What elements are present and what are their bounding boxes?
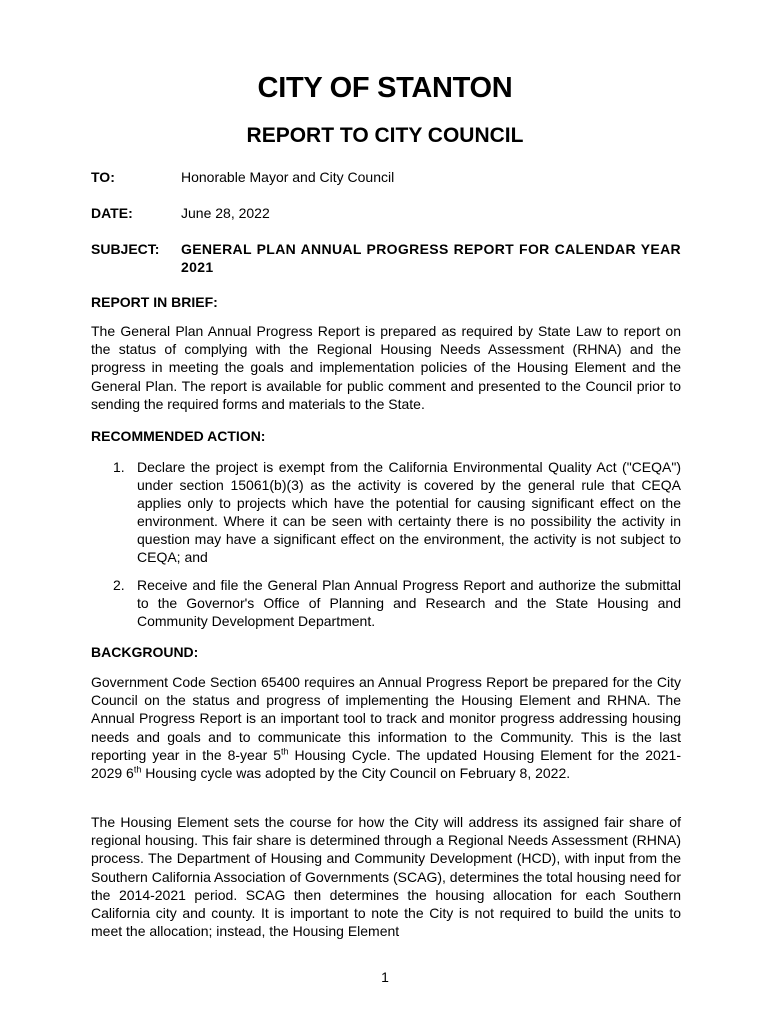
ordinal-suffix: th [281, 746, 289, 757]
subject-label: SUBJECT: [91, 241, 160, 257]
city-title: CITY OF STANTON [257, 72, 513, 104]
subject-value: GENERAL PLAN ANNUAL PROGRESS REPORT FOR CALENDAR YEAR 2021 [181, 241, 681, 275]
to-value: Honorable Mayor and City Council [181, 169, 395, 185]
action-item-text: Declare the project is exempt from the California Environmental Quality Act ("CEQA") under section 15061(b)(3) as the activity is covered by the general rule that CEQA applies only to projects which have the potential for causing significant effect on the environment. Where it can be seen with certainty there is no possibility the activity in question may have a significant effect on the environment, the activity is not subject to CEQA; and [137, 459, 681, 565]
background-p1-text-b: Housing Cycle. The updated Housing Element for the 2021-2029 6 [91, 746, 682, 782]
page-number: 1 [381, 969, 389, 985]
background-heading: BACKGROUND: [91, 644, 199, 660]
date-value: June 28, 2022 [181, 205, 270, 221]
action-item-number: 1. [113, 459, 125, 475]
date-label: DATE: [91, 205, 133, 221]
recommended-action-heading: RECOMMENDED ACTION: [91, 428, 266, 444]
report-in-brief-text: The General Plan Annual Progress Report is prepared as required by State Law to report on the status of complying with the Regional Housing Needs Assessment (RHNA) and the progress in meeting the goals and implementation policies of the Housing Element and the General Plan. The report is available for public comment and presented to the Council prior to sending the required forms and materials to the State. [91, 323, 681, 412]
action-item-2 [113, 576, 681, 630]
to-label: TO: [91, 169, 115, 185]
background-p1-text-c: Housing cycle was adopted by the City Council on February 8, 2022. [141, 765, 571, 782]
report-in-brief-heading: REPORT IN BRIEF: [91, 294, 218, 310]
ordinal-suffix: th [133, 764, 142, 775]
recommended-action-list [113, 458, 681, 630]
background-p1-text-a: Government Code Section 65400 requires an Annual Progress Report be prepared for the City Council on the status and progress of implementing the Housing Element and RHNA. The Annual Progress Report is an important tool to track and monitor progress addressing housing needs and goals and to communicate this information to the Community. This is the last reporting year in the 8-year 5 [91, 674, 681, 763]
background-paragraph-1 [91, 673, 681, 782]
report-title: REPORT TO CITY COUNCIL [246, 124, 524, 147]
action-item-1 [113, 458, 681, 566]
background-paragraph-2: The Housing Element sets the course for how the City will address its assigned fair share of regional housing. This fair share is determined through a Regional Needs Assessment (RHNA) process. The Department of Housing and Community Development (HCD), with input from the Southern California Association of Governments (SCAG), determines the total housing need for the 2014-2021 period. SCAG then determines the housing allocation for each Southern California city and county. It is important to note the City is not required to build the units to meet the allocation; instead, the Housing Element [91, 814, 681, 940]
action-item-number: 2. [113, 577, 125, 593]
action-item-text: Receive and file the General Plan Annual Progress Report and authorize the submittal to the Governor's Office of Planning and Research and the State Housing and Community Development Department. [137, 577, 681, 629]
